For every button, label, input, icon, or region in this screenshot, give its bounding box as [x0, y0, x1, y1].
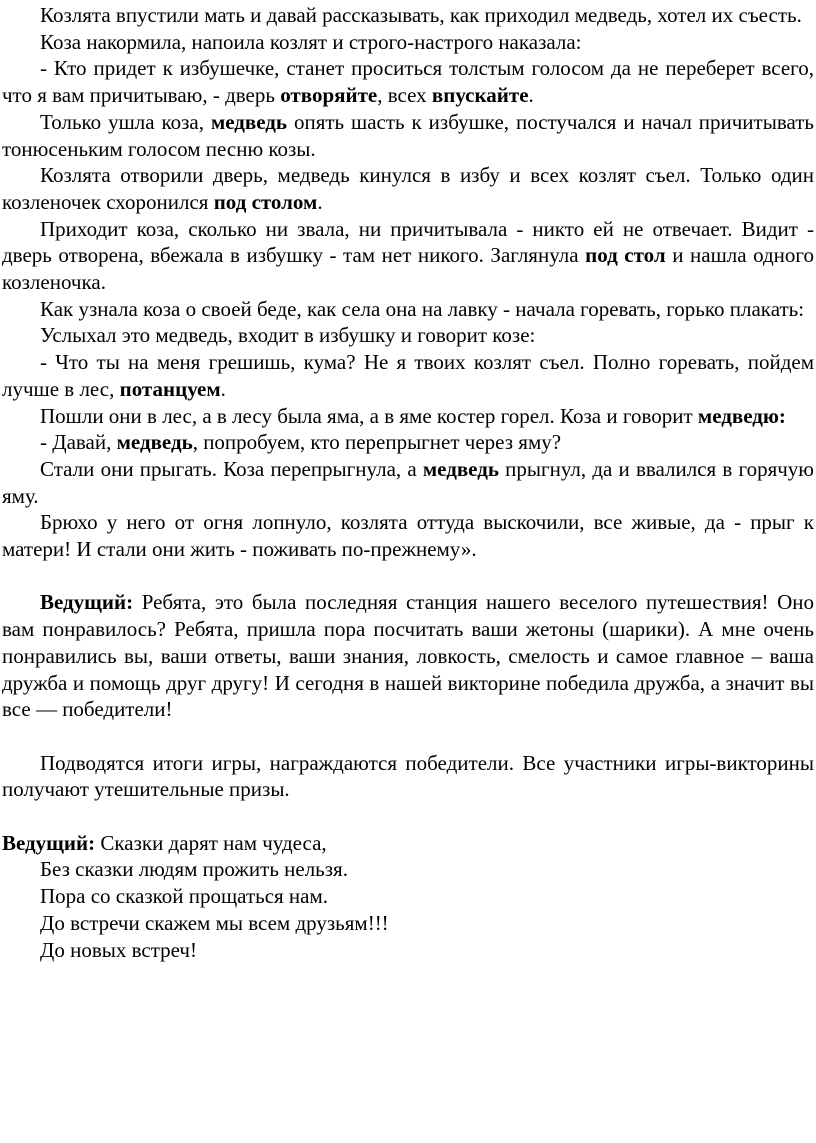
host-speech-paragraph: [2, 589, 814, 723]
story-paragraph: [2, 322, 814, 349]
poem-line: Пора со сказкой прощаться нам.: [40, 884, 329, 909]
text-run: , всех: [377, 83, 432, 108]
text-run: .: [317, 189, 323, 214]
story-paragraph: [2, 509, 814, 562]
text-run: прыгнул, да и ввалился в горячую яму.: [2, 456, 814, 508]
bold-phrase: под столом: [213, 189, 318, 214]
text-run: - Кто придет к избушечке, станет проситься толстым голосом да не переберет всего, что я вам причитываю, - дверь: [2, 56, 814, 108]
spacer: [2, 563, 814, 590]
text-run: Услыхал это медведь, входит в избушку и говорит козе:: [40, 323, 536, 348]
text-run: Козлята отворили дверь, медведь кинулся в избу и всех козлят съел. Только один козленочек схоронился: [2, 163, 814, 214]
text-run: Козлята впустили мать и давай рассказывать, как приходил медведь, хотел их съесть.: [40, 3, 802, 27]
poem-line: Без сказки людям прожить нельзя.: [40, 857, 348, 882]
story-paragraph: [2, 216, 814, 296]
story-paragraph: [2, 403, 814, 430]
closing-first-line-text: Сказки дарят нам чудеса,: [95, 830, 327, 855]
host-speech-text: Ребята, это была последняя станция нашего веселого путешествия! Оно вам понравилось? Ребята, пришла пора посчитать ваши жетоны (шарики). А мне очень понравились вы, ваши ответы, ваши знания, ловкость, смелость и самое главное – ваша дружба и помощь друг другу! И сегодня в нашей викторине победила дружба, а значит вы все — победители!: [2, 590, 814, 722]
closing-host-label: Ведущий:: [2, 830, 96, 855]
text-run: Стали они прыгать. Коза перепрыгнула, а: [40, 456, 423, 481]
bold-phrase: под стол: [585, 243, 666, 268]
story-paragraph: [2, 456, 814, 509]
story-paragraph: [2, 29, 814, 56]
bold-phrase: потанцуем: [119, 376, 221, 401]
text-run: Брюхо у него от огня лопнуло, козлята оттуда выскочили, все живые, да - прыг к матери! И стали они жить - поживать по-прежнему».: [2, 510, 814, 562]
closing-first-line: [2, 830, 814, 857]
story-paragraph: [2, 296, 814, 323]
text-run: Как узнала коза о своей беде, как села она на лавку - начала горевать, горько плакать:: [40, 296, 805, 321]
text-run: .: [220, 376, 226, 401]
text-run: - Давай,: [40, 430, 117, 455]
text-run: - Что ты на меня грешишь, кума? Не я твоих козлят съел. Полно горевать, пойдем лучше в лес,: [2, 350, 814, 401]
text-run: Только ушла коза,: [40, 109, 211, 134]
poem-line: До новых встреч!: [40, 937, 197, 962]
spacer: [2, 723, 814, 750]
text-run: Пошли они в лес, а в лесу была яма, а в яме костер горел. Коза и говорит: [40, 403, 698, 428]
story-paragraph: [2, 162, 814, 215]
text-run: Приходит коза, сколько ни звала, ни причитывала - никто ей не отвечает. Видит - дверь отворена, вбежала в избушку - там нет никого. Заглянула: [2, 216, 814, 268]
bold-phrase: медведь: [422, 456, 499, 481]
spacer: [2, 803, 814, 830]
story-paragraph: [2, 109, 814, 162]
text-run: Коза накормила, напоила козлят и строго-настрого наказала:: [40, 29, 582, 54]
summary-paragraph: Подводятся итоги игры, награждаются победители. Все участники игры-викторины получают утешительные призы.: [2, 750, 814, 802]
text-run: и нашла одного козленочка.: [2, 243, 814, 295]
story-paragraph: [2, 429, 814, 456]
host-label: Ведущий:: [40, 590, 134, 615]
text-run: , попробуем, кто перепрыгнет через яму?: [192, 430, 562, 455]
story-paragraph: [2, 55, 814, 108]
bold-phrase: медведь: [210, 109, 288, 134]
poem-line: До встречи скажем мы всем друзьям!!!: [40, 910, 389, 935]
bold-phrase: отворяйте: [280, 83, 378, 108]
story-paragraph: [2, 349, 814, 402]
text-run: .: [528, 83, 534, 108]
story-section: [2, 2, 814, 563]
text-run: опять шасть к избушке, постучался и начал причитывать тонюсеньким голосом песню козы.: [2, 109, 814, 161]
story-paragraph: [2, 2, 814, 29]
bold-phrase: медведю:: [697, 403, 786, 428]
bold-phrase: впускайте: [431, 83, 529, 108]
bold-phrase: медведь: [116, 430, 193, 455]
